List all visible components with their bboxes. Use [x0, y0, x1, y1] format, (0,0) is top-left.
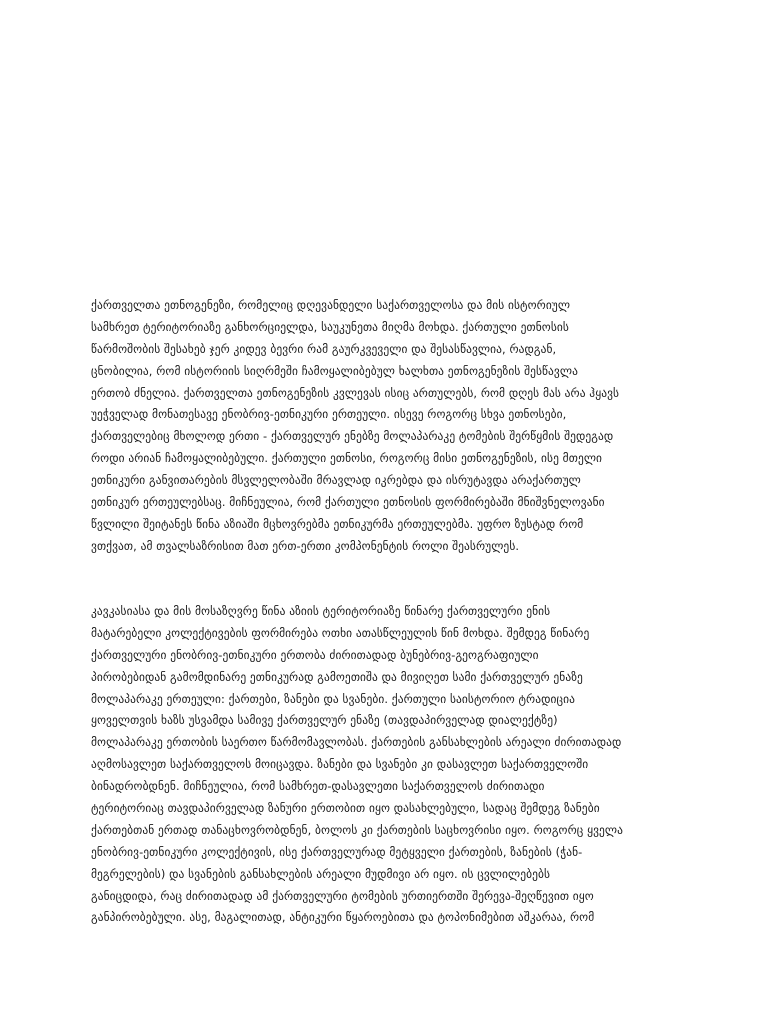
text-line: პირობებიდან გამომდინარე ეთნიკურად გამოეთიშა და მივიღეთ სამი ქართველურ ენაზე [91, 669, 583, 684]
text-line: ყოველთვის ხაზს უსვამდა სამივე ქართველურ ენაზე (თავდაპირველად დიალექტზე) [91, 713, 558, 728]
text-line: მოლაპარაკე ერთობის საერთო წარმომავლობას. ქართების განსახლების არეალი ძირითადად [91, 735, 622, 750]
text-line: ვთქვათ, ამ თვალსაზრისით მათ ერთ-ერთი კომპონენტის როლი შეასრულეს. [91, 538, 520, 553]
text-line: კავკასიასა და მის მოსაზღვრე წინა აზიის ტერიტორიაზე წინარე ქართველური ენის [91, 604, 551, 618]
text-line: სამხრეთ ტერიტორიაზე განხორციელდა, საუკუნეთა მიღმა მოხდა. ქართული ეთნოსის [91, 319, 569, 334]
text-line: ცნობილია, რომ ისტორიის სიღრმეში ჩამოყალიბებულ ხალხთა ეთნოგენეზის შესწავლა [91, 363, 578, 378]
text-line: ქართველური ენობრივ-ეთნიკური ერთობა ძირითადად ბუნებრივ-გეოგრაფიული [91, 647, 539, 662]
text-line: ენობრივ-ეთნიკური კოლექტივის, ისე ქართველურად მეტყველი ქართების, ზანების (ჭან- [91, 844, 583, 859]
text-line: წვლილი შეიტანეს წინა აზიაში მცხოვრებმა ეთნიკურმა ერთეულებმა. უფრო ზუსტად რომ [91, 516, 584, 531]
text-line: ტერიტორიაც თავდაპირველად ზანური ერთობით იყო დასახლებული, სადაც შემდეგ ზანები [91, 801, 600, 816]
text-line: ბინადრობდნენ. მიჩნეულია, რომ სამხრეთ-დასავლეთი საქართველოს ძირითადი [91, 779, 545, 794]
paragraph-ethnogenesis [91, 295, 691, 558]
text-line: უეჭველად მონათესავე ენობრივ-ეთნიკური ერთეული. ისევე როგორც სხვა ეთნოსები, [91, 407, 567, 422]
paragraph-kartvelian-tribes [91, 601, 691, 929]
text-line: მეგრელების) და სვანების განსახლების არეალი მუდმივი არ იყო. ის ცვლილებებს [91, 866, 551, 881]
text-line: განიცდიდა, რაც ძირითადად ამ ქართველური ტომების ურთიერთში შერევა-შეღწევით იყო [91, 888, 594, 903]
text-line: განპირობებული. ასე, მაგალითად, ანტიკური წყაროებითა და ტოპონიმებით აშკარაა, რომ [91, 910, 595, 925]
text-line: მოლაპარაკე ერთეული: ქართები, ზანები და სვანები. ქართული საისტორიო ტრადიცია [91, 691, 575, 706]
text-line: აღმოსავლეთ საქართველოს მოიცავდა. ზანები და სვანები კი დასავლეთ საქართველოში [91, 757, 589, 772]
text-line: ეთნიკურ ერთეულებსაც. მიჩნეულია, რომ ქართული ეთნოსის ფორმირებაში მნიშვნელოვანი [91, 495, 605, 510]
text-line: როდი არიან ჩამოყალიბებული. ქართული ეთნოსი, როგორც მისი ეთნოგენეზის, ისე მთელი [91, 451, 603, 466]
text-line: ქართებთან ერთად თანაცხოვრობდნენ, ბოლოს კი ქართების საცხოვრისი იყო. როგორც ყველა [91, 822, 624, 837]
text-line: ეთნიკური განვითარების მსვლელობაში მრავლად იკრებდა და ისრუტავდა არაქართულ [91, 473, 581, 488]
text-line: ქართველთა ეთნოგენეზი, რომელიც დღევანდელი საქართველოსა და მის ისტორიულ [91, 298, 571, 312]
text-line: ერთობ ძნელია. ქართველთა ეთნოგენეზის კვლევას ისიც ართულებს, რომ დღეს მას არა ჰყავს [91, 385, 620, 400]
text-line: ქართველებიც მხოლოდ ერთი - ქართველურ ენებზე მოლაპარაკე ტომების შერწყმის შედეგად [91, 429, 614, 444]
text-line: მატარებელი კოლექტივების ფორმირება ოთხი ათასწლეულის წინ მოხდა. შემდეგ წინარე [91, 625, 590, 640]
text-line: წარმოშობის შესახებ ჯერ კიდევ ბევრი რამ გაურკვეველი და შესასწავლია, რადგან, [91, 341, 557, 356]
